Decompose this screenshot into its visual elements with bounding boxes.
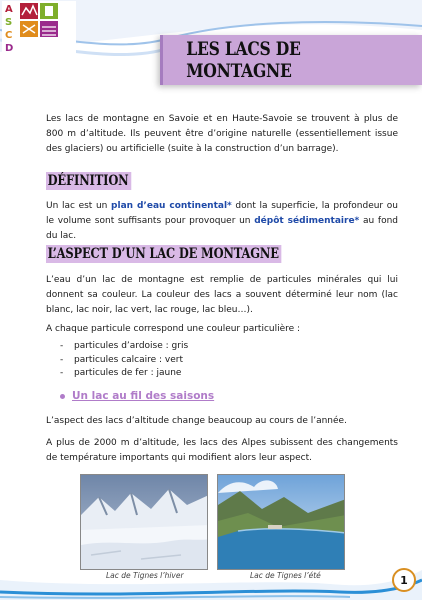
definition-text-3: au fond du lac. bbox=[46, 216, 398, 241]
logo-letter-c: C bbox=[5, 30, 13, 41]
ascd-logo bbox=[2, 1, 76, 57]
list-item: - particules de fer : jaune bbox=[60, 368, 182, 378]
intro-paragraph: Les lacs de montagne en Savoie et en Haute-Savoie se trouvent à plus de 800 m d’altitude. Ils peuvent être d’origine naturelle (essentiellement issue des glaciers) ou artificielle (suite à la construction d’un barrage). bbox=[46, 114, 398, 154]
page-title-banner bbox=[160, 35, 422, 85]
logo-letter-d: D bbox=[5, 43, 14, 54]
definition-paragraph bbox=[46, 199, 398, 244]
seasons-subheading-label: Un lac au fil des saisons bbox=[72, 390, 215, 402]
list-item: - particules d’ardoise : gris bbox=[60, 341, 189, 351]
logo-letter-a: A bbox=[5, 4, 13, 15]
seasons-subheading bbox=[60, 390, 214, 402]
page-title: LES LACS DE MONTAGNE bbox=[186, 38, 301, 82]
aspect-heading: L’ASPECT D’UN LAC DE MONTAGNE bbox=[46, 245, 281, 263]
particle-color-list bbox=[60, 340, 188, 381]
winter-photo-caption: Lac de Tignes l’hiver bbox=[106, 571, 184, 580]
seasons-paragraph-2: A plus de 2000 m d’altitude, les lacs des Alpes subissent des changements de température importants qui modifient alors leur aspect. bbox=[46, 438, 398, 463]
bullet-icon bbox=[60, 394, 65, 399]
definition-term-plan-deau: plan d’eau continental* bbox=[111, 201, 232, 211]
definition-text-2: dont la superficie, la profondeur ou le volume sont suffisants pour provoquer un bbox=[46, 201, 398, 226]
aspect-paragraph-2: A chaque particule correspond une couleur particulière : bbox=[46, 324, 301, 334]
logo-letter-s: S bbox=[5, 17, 13, 28]
definition-heading: DÉFINITION bbox=[46, 172, 131, 190]
aspect-paragraph-1: L’eau d’un lac de montagne est remplie de particules minérales qui lui donnent sa couleur. La couleur des lacs a souvent déterminé leur nom (lac blanc, lac noir, lac vert, lac rouge, lac bleu…). bbox=[46, 275, 398, 315]
list-item: - particules calcaire : vert bbox=[60, 354, 184, 365]
summer-photo-caption: Lac de Tignes l’été bbox=[250, 571, 321, 580]
page-number: 1 bbox=[392, 568, 416, 592]
footer-wave-decoration bbox=[0, 540, 422, 600]
seasons-paragraph-1: L’aspect des lacs d’altitude change beaucoup au cours de l’année. bbox=[46, 416, 347, 426]
definition-term-depot: dépôt sédimentaire* bbox=[254, 216, 360, 226]
definition-text-1: Un lac est un bbox=[46, 201, 112, 211]
